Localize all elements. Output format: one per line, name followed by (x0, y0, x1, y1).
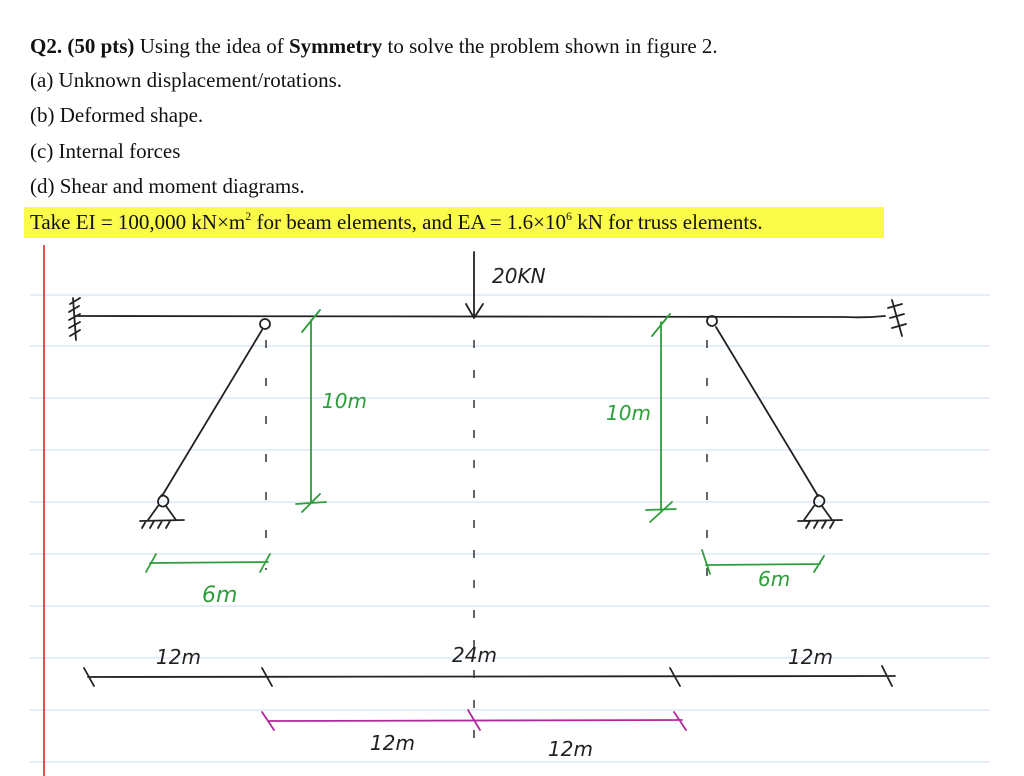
question-keyword: Symmetry (288, 34, 383, 58)
right-height-label: 10m (606, 401, 651, 425)
left-offset-label: 6m (202, 583, 238, 608)
left-hinge-icon (260, 319, 270, 329)
left-pin-support (140, 495, 184, 528)
figure-2 (0, 240, 1024, 776)
left-offset-dim (146, 554, 270, 572)
span-right-label: 12m (788, 645, 833, 669)
left-fixed-support (69, 298, 80, 340)
right-pin-support (798, 495, 842, 528)
item-b: (b) Deformed shape. (30, 103, 204, 127)
right-roller-support (888, 300, 906, 336)
question-intro: Using the idea of (139, 34, 284, 58)
span-total-label: 24m (452, 643, 497, 667)
span-dimension-line (84, 666, 895, 686)
question-points: (50 pts) (67, 34, 135, 58)
load-label: 20KN (492, 264, 546, 288)
beam (75, 316, 885, 317)
left-truss-member (162, 330, 262, 496)
half-span-dim (262, 710, 686, 730)
item-c: (c) Internal forces (30, 139, 181, 163)
question-header: Q2. (50 pts) Using the idea of Symmetry to solve the problem shown in figure 2. (30, 34, 718, 58)
right-truss-member (716, 327, 818, 496)
half-right-label: 12m (548, 737, 593, 761)
notebook-lines (30, 295, 990, 762)
item-d: (d) Shear and moment diagrams. (30, 174, 305, 198)
span-left-label: 12m (156, 645, 201, 669)
given-properties: Take EI = 100,000 $kN\times m^2$ for beam elements, and EA = $1.6\times 10^6$ kN for truss elements. (30, 209, 763, 234)
load-arrow-icon (466, 252, 483, 318)
question-number: Q2 (30, 34, 57, 58)
half-left-label: 12m (370, 731, 415, 755)
left-height-label: 10m (322, 389, 367, 413)
right-offset-label: 6m (758, 567, 791, 591)
question-rest: to solve the problem shown in figure 2. (387, 34, 718, 58)
item-a: (a) Unknown displacement/rotations. (30, 68, 343, 92)
